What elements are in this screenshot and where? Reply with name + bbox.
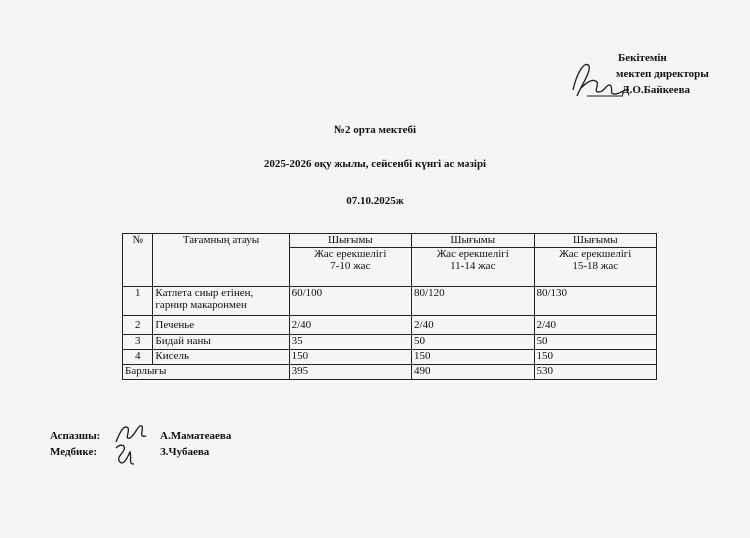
output-value: 150 — [289, 350, 411, 365]
output-value: 80/130 — [534, 287, 657, 316]
age-group-label: Жас ерекшелігі — [436, 248, 509, 260]
output-value: 2/40 — [289, 316, 411, 335]
table-row — [123, 350, 657, 365]
table-row — [123, 316, 657, 335]
output-value: 50 — [412, 335, 534, 350]
approval-block — [616, 50, 709, 98]
age-group-range: 11-14 жас — [450, 260, 496, 272]
row-number: 4 — [123, 350, 153, 365]
total-value: 395 — [289, 365, 411, 380]
output-value: 35 — [289, 335, 411, 350]
table-row — [123, 287, 657, 316]
total-label: Барлығы — [123, 365, 290, 380]
row-number: 1 — [123, 287, 153, 316]
header-output-label: Шығымы — [412, 234, 533, 248]
cook-name: А.Маматеаева — [160, 430, 232, 442]
output-value: 2/40 — [534, 316, 657, 335]
nurse-row — [50, 444, 231, 460]
row-number: 2 — [123, 316, 153, 335]
dish-name-line: гарнир макаронмен — [155, 299, 247, 311]
age-group-range: 7-10 жас — [330, 260, 371, 272]
approval-director-name: Д.О.Байкеева — [622, 84, 691, 96]
approval-position: мектеп директоры — [616, 68, 709, 80]
age-group-label: Жас ерекшелігі — [314, 248, 387, 260]
output-value: 50 — [534, 335, 657, 350]
menu-table — [122, 233, 657, 380]
row-number: 3 — [123, 335, 153, 350]
cook-row — [50, 428, 231, 444]
header-output-label: Шығымы — [535, 234, 657, 248]
header-age-group-3 — [534, 234, 657, 287]
table-total-row — [123, 365, 657, 380]
header-output-label: Шығымы — [290, 234, 411, 248]
approval-title: Бекітемін — [618, 52, 667, 64]
total-value: 490 — [412, 365, 534, 380]
header-age-group-2 — [412, 234, 534, 287]
dish-name — [153, 287, 289, 316]
nurse-name: З.Чубаева — [160, 446, 210, 458]
total-value: 530 — [534, 365, 657, 380]
output-value: 2/40 — [412, 316, 534, 335]
output-value: 150 — [534, 350, 657, 365]
header-age-group-1 — [289, 234, 411, 287]
dish-name: Печенье — [153, 316, 289, 335]
nurse-role: Медбике: — [50, 446, 97, 458]
header-number: № — [123, 234, 153, 287]
dish-name-line: Катлета сиыр етінен, — [155, 287, 254, 299]
output-value: 150 — [412, 350, 534, 365]
header-dish-name: Тағамның атауы — [153, 234, 289, 287]
table-row — [123, 335, 657, 350]
staff-block — [50, 428, 231, 460]
table-header-row — [123, 234, 657, 287]
cook-role: Аспазшы: — [50, 430, 101, 442]
menu-title: 2025-2026 оқу жылы, сейсенбі күнгі ас мәзірі — [263, 158, 487, 170]
dish-name: Кисель — [153, 350, 289, 365]
age-group-label: Жас ерекшелігі — [559, 248, 632, 260]
menu-date: 07.10.2025ж — [346, 195, 404, 207]
output-value: 60/100 — [289, 287, 411, 316]
school-name: №2 орта мектебі — [333, 124, 417, 136]
dish-name: Бидай наны — [153, 335, 289, 350]
age-group-range: 15-18 жас — [572, 260, 619, 272]
output-value: 80/120 — [412, 287, 534, 316]
